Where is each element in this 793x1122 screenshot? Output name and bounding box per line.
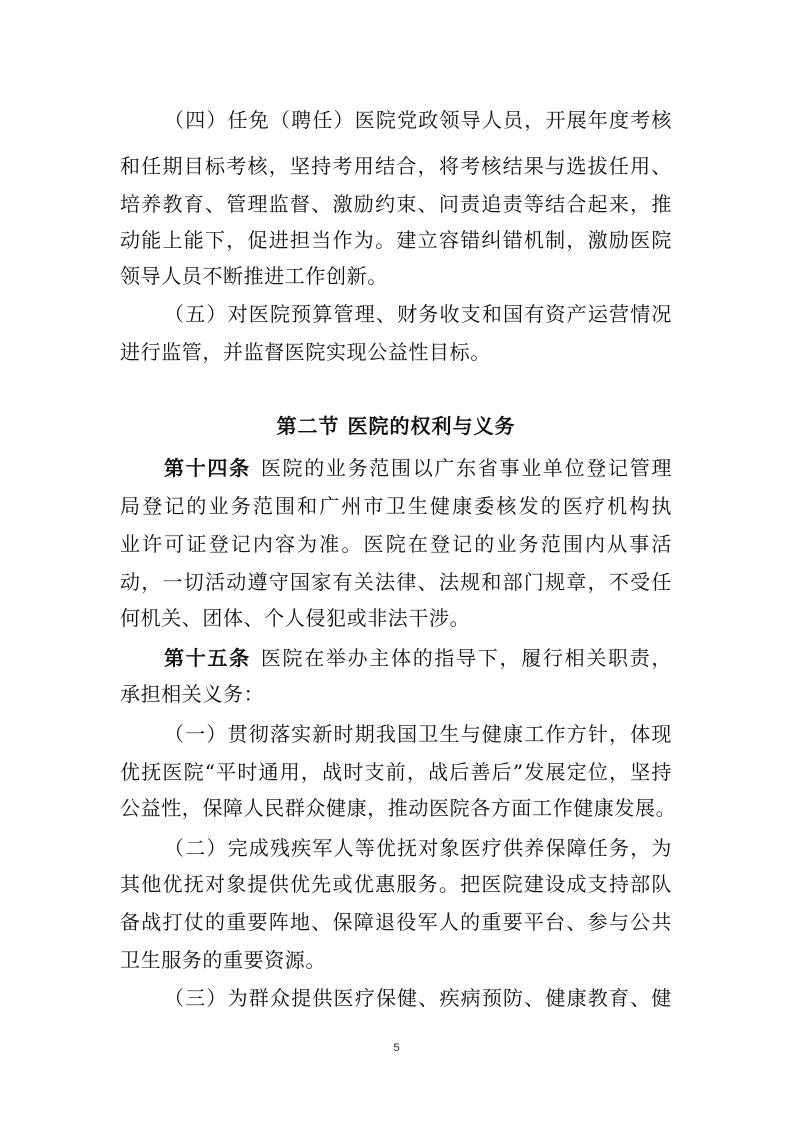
paragraph-item-4-line-1: （四）任免（聘任）医院党政领导人员，开展年度考核 [164,108,672,132]
article-14-number: 第十四条 [164,456,251,480]
article-14-line-3: 业许可证登记内容为准。医院在登记的业务范围内从事活 [120,532,672,556]
article-14-line-1 [164,450,672,486]
article-14-line-4: 动，一切活动遵守国家有关法律、法规和部门规章，不受任 [120,570,672,594]
paragraph-item-2-line-3: 备战打仗的重要阵地、保障退役军人的重要平台、参与公共 [120,910,672,934]
paragraph-item-4-line-4: 动能上能下，促进担当作为。建立容错纠错机制，激励医院 [120,228,672,252]
article-14-line-2: 局登记的业务范围和广州市卫生健康委核发的医疗机构执 [120,494,672,518]
paragraph-item-2-line-1: （二）完成残疾军人等优抚对象医疗供养保障任务，为 [164,836,672,860]
page-number: 5 [393,1042,400,1054]
paragraph-item-1-line-1: （一）贯彻落实新时期我国卫生与健康工作方针，体现 [164,722,672,746]
paragraph-item-3-line-1: （三）为群众提供医疗保健、疾病预防、健康教育、健 [164,986,672,1010]
article-14-line-5: 何机关、团体、个人侵犯或非法干涉。 [120,606,471,630]
paragraph-item-4-line-5: 领导人员不断推进工作创新。 [120,264,388,288]
paragraph-item-2-line-4: 卫生服务的重要资源。 [120,948,326,972]
article-15-number: 第十五条 [164,646,251,670]
article-14-first-line-text: 医院的业务范围以广东省事业单位登记管理 [260,456,673,480]
paragraph-item-5-line-1: （五）对医院预算管理、财务收支和国有资产运营情况 [164,302,672,326]
paragraph-item-2-line-2: 其他优抚对象提供优先或优惠服务。把医院建设成支持部队 [120,872,672,896]
paragraph-item-5-line-2: 进行监管，并监督医院实现公益性目标。 [120,340,491,364]
paragraph-item-4-line-2: 和任期目标考核，坚持考用结合，将考核结果与选拔任用、 [120,154,672,178]
paragraph-item-1-line-3: 公益性，保障人民群众健康，推动医院各方面工作健康发展。 [120,796,677,820]
paragraph-item-4-line-3: 培养教育、管理监督、激励约束、问责追责等结合起来，推 [120,192,672,216]
paragraph-item-1-line-2: 优抚医院“平时通用，战时支前，战后善后”发展定位，坚持 [120,760,672,784]
article-15-line-1 [164,640,672,676]
section-heading: 第二节 医院的权利与义务 [276,414,516,438]
article-15-first-line-text: 医院在举办主体的指导下，履行相关职责， [260,646,673,670]
article-15-line-2: 承担相关义务： [120,682,265,706]
